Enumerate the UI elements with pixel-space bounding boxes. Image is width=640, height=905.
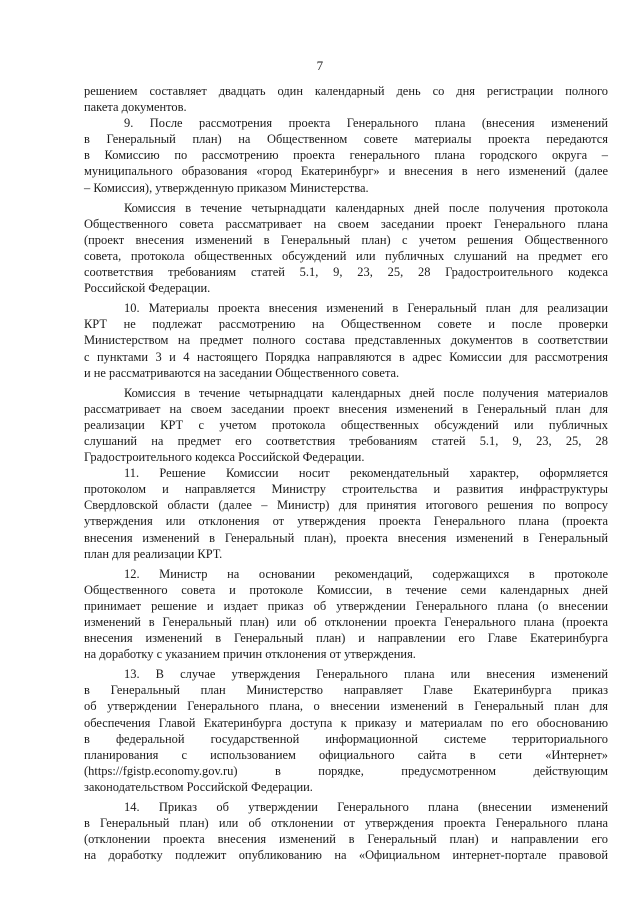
- text-line: Свердловской области (далее – Министр) для принятия итогового решения по вопросу: [84, 498, 608, 513]
- text-line: протоколом и направляется Министру строительства и развития инфраструктуры: [84, 482, 608, 497]
- text-line: (проект внесения изменений в Генеральный план) с учетом решения Общественного: [84, 232, 608, 247]
- text-line: изменений в Генеральный план) или об отклонении проекта Генерального плана (проекта: [84, 615, 608, 629]
- text-line: принимает решение и издает приказ об утверждении Генерального плана (о внесении: [84, 598, 608, 613]
- text-line: реализации КРТ с учетом протокола общественных обсуждений или публичных: [84, 417, 608, 432]
- text-line: план для реализации КРТ.: [84, 546, 223, 561]
- text-line: утверждения или отклонения от утверждения проекта Генерального плана (проекта: [84, 514, 608, 529]
- text-line: в Комиссию по рассмотрению проекта генерального плана городского округа –: [84, 148, 608, 163]
- text-line: (отклонении проекта внесения изменений в Генеральный план) и направлении его: [84, 832, 608, 847]
- text-line: Градостроительного кодекса Российской Федерации.: [84, 450, 365, 465]
- text-line: Комиссия в течение четырнадцати календарных дней после получения материалов: [124, 385, 608, 400]
- paragraph-item-14: [84, 799, 608, 863]
- text-line: 14. Приказ об утверждении Генерального плана (внесении изменений: [124, 800, 608, 815]
- text-line: муниципального образования «город Екатеринбург» и внесения в него изменений (далее: [84, 164, 608, 179]
- paragraph-item-10: [84, 300, 608, 380]
- text-line: пакета документов.: [84, 100, 187, 115]
- text-line: в Генеральный план) или об отклонении от утверждения проекта Генерального плана: [84, 816, 608, 831]
- text-line: Общественного совета и протоколе Комиссии, в течение семи календарных дней: [84, 582, 608, 597]
- text-line: совета, протокола общественных обсуждений или публичных слушаний на предмет его: [84, 248, 608, 263]
- text-line: (https://fgistp.economy.gov.ru) в порядке, предусмотренном действующим: [84, 763, 608, 778]
- text-line: на доработку с указанием причин отклонения от утверждения.: [84, 647, 416, 662]
- text-line: решением составляет двадцать один календарный день со дня регистрации полного: [84, 84, 608, 98]
- text-line: обеспечения Главой Екатеринбурга доступа к приказу и материалам по его обоснованию: [84, 715, 608, 730]
- paragraph-item-13: [84, 666, 608, 795]
- text-line: 13. В случае утверждения Генерального плана или внесения изменений: [124, 667, 608, 682]
- text-line: об утверждении Генерального плана, о внесении изменений в Генеральный план для: [84, 699, 608, 714]
- paragraph-item-10-commission: [84, 385, 608, 465]
- text-line: 9. После рассмотрения проекта Генерального плана (внесения изменений: [124, 116, 608, 131]
- document-body: [84, 83, 608, 863]
- text-line: планирования с использованием официального сайта в сети «Интернет»: [84, 747, 608, 762]
- text-line: Комиссия в течение четырнадцати календарных дней после получения протокола: [124, 200, 608, 215]
- text-line: – Комиссия), утвержденную приказом Министерства.: [84, 180, 369, 195]
- paragraph-item-9: [84, 115, 608, 195]
- paragraph-continuation: [84, 83, 608, 115]
- text-line: и не рассматриваются на заседании Общественного совета.: [84, 365, 400, 380]
- text-line: с пунктами 3 и 4 настоящего Порядка направляются в адрес Комиссии для рассмотрения: [84, 349, 608, 364]
- text-line: в Генеральный план) на Общественном совете материалы проекта передаются: [84, 132, 608, 147]
- text-line: рассматривает на своем заседании проект внесения изменений в Генеральный план для: [84, 401, 608, 416]
- text-line: в Генеральный план Министерство направляет Главе Екатеринбурга приказ: [84, 683, 608, 698]
- paragraph-item-12: [84, 566, 608, 663]
- text-line: соответствия требованиям статей 5.1, 9, 23, 25, 28 Градостроительного кодекса: [84, 265, 608, 280]
- paragraph-item-9-commission: [84, 200, 608, 297]
- text-line: внесения изменений в Генеральный план) и направлении его Главе Екатеринбурга: [84, 631, 608, 646]
- text-line: слушаний на предмет его соответствия требованиям статей 5.1, 9, 23, 25, 28: [84, 433, 608, 448]
- text-line: Российской Федерации.: [84, 281, 211, 296]
- text-line: законодательством Российской Федерации.: [84, 779, 313, 794]
- text-line: Общественного совета рассматривает на своем заседании проект Генерального плана: [84, 216, 608, 231]
- text-line: на доработку подлежит опубликованию на «Официальном интернет-портале правовой: [84, 848, 608, 863]
- text-line: 12. Министр на основании рекомендаций, содержащихся в протоколе: [124, 566, 608, 581]
- page-number: 7: [316, 58, 324, 73]
- text-line: Министерством на предмет полного состава представленных документов в соответствии: [84, 333, 608, 348]
- text-line: 11. Решение Комиссии носит рекомендательный характер, оформляется: [124, 466, 608, 481]
- text-line: 10. Материалы проекта внесения изменений в Генеральный план для реализации: [124, 301, 608, 316]
- text-line: внесения изменений в Генеральный план), проекта внесения изменений в Генеральный: [84, 530, 608, 545]
- text-line: КРТ не подлежат рассмотрению на Общественном совете и после проверки: [84, 317, 608, 332]
- paragraph-item-11: [84, 465, 608, 562]
- text-line: в федеральной государственной информационной системе территориального: [84, 731, 608, 746]
